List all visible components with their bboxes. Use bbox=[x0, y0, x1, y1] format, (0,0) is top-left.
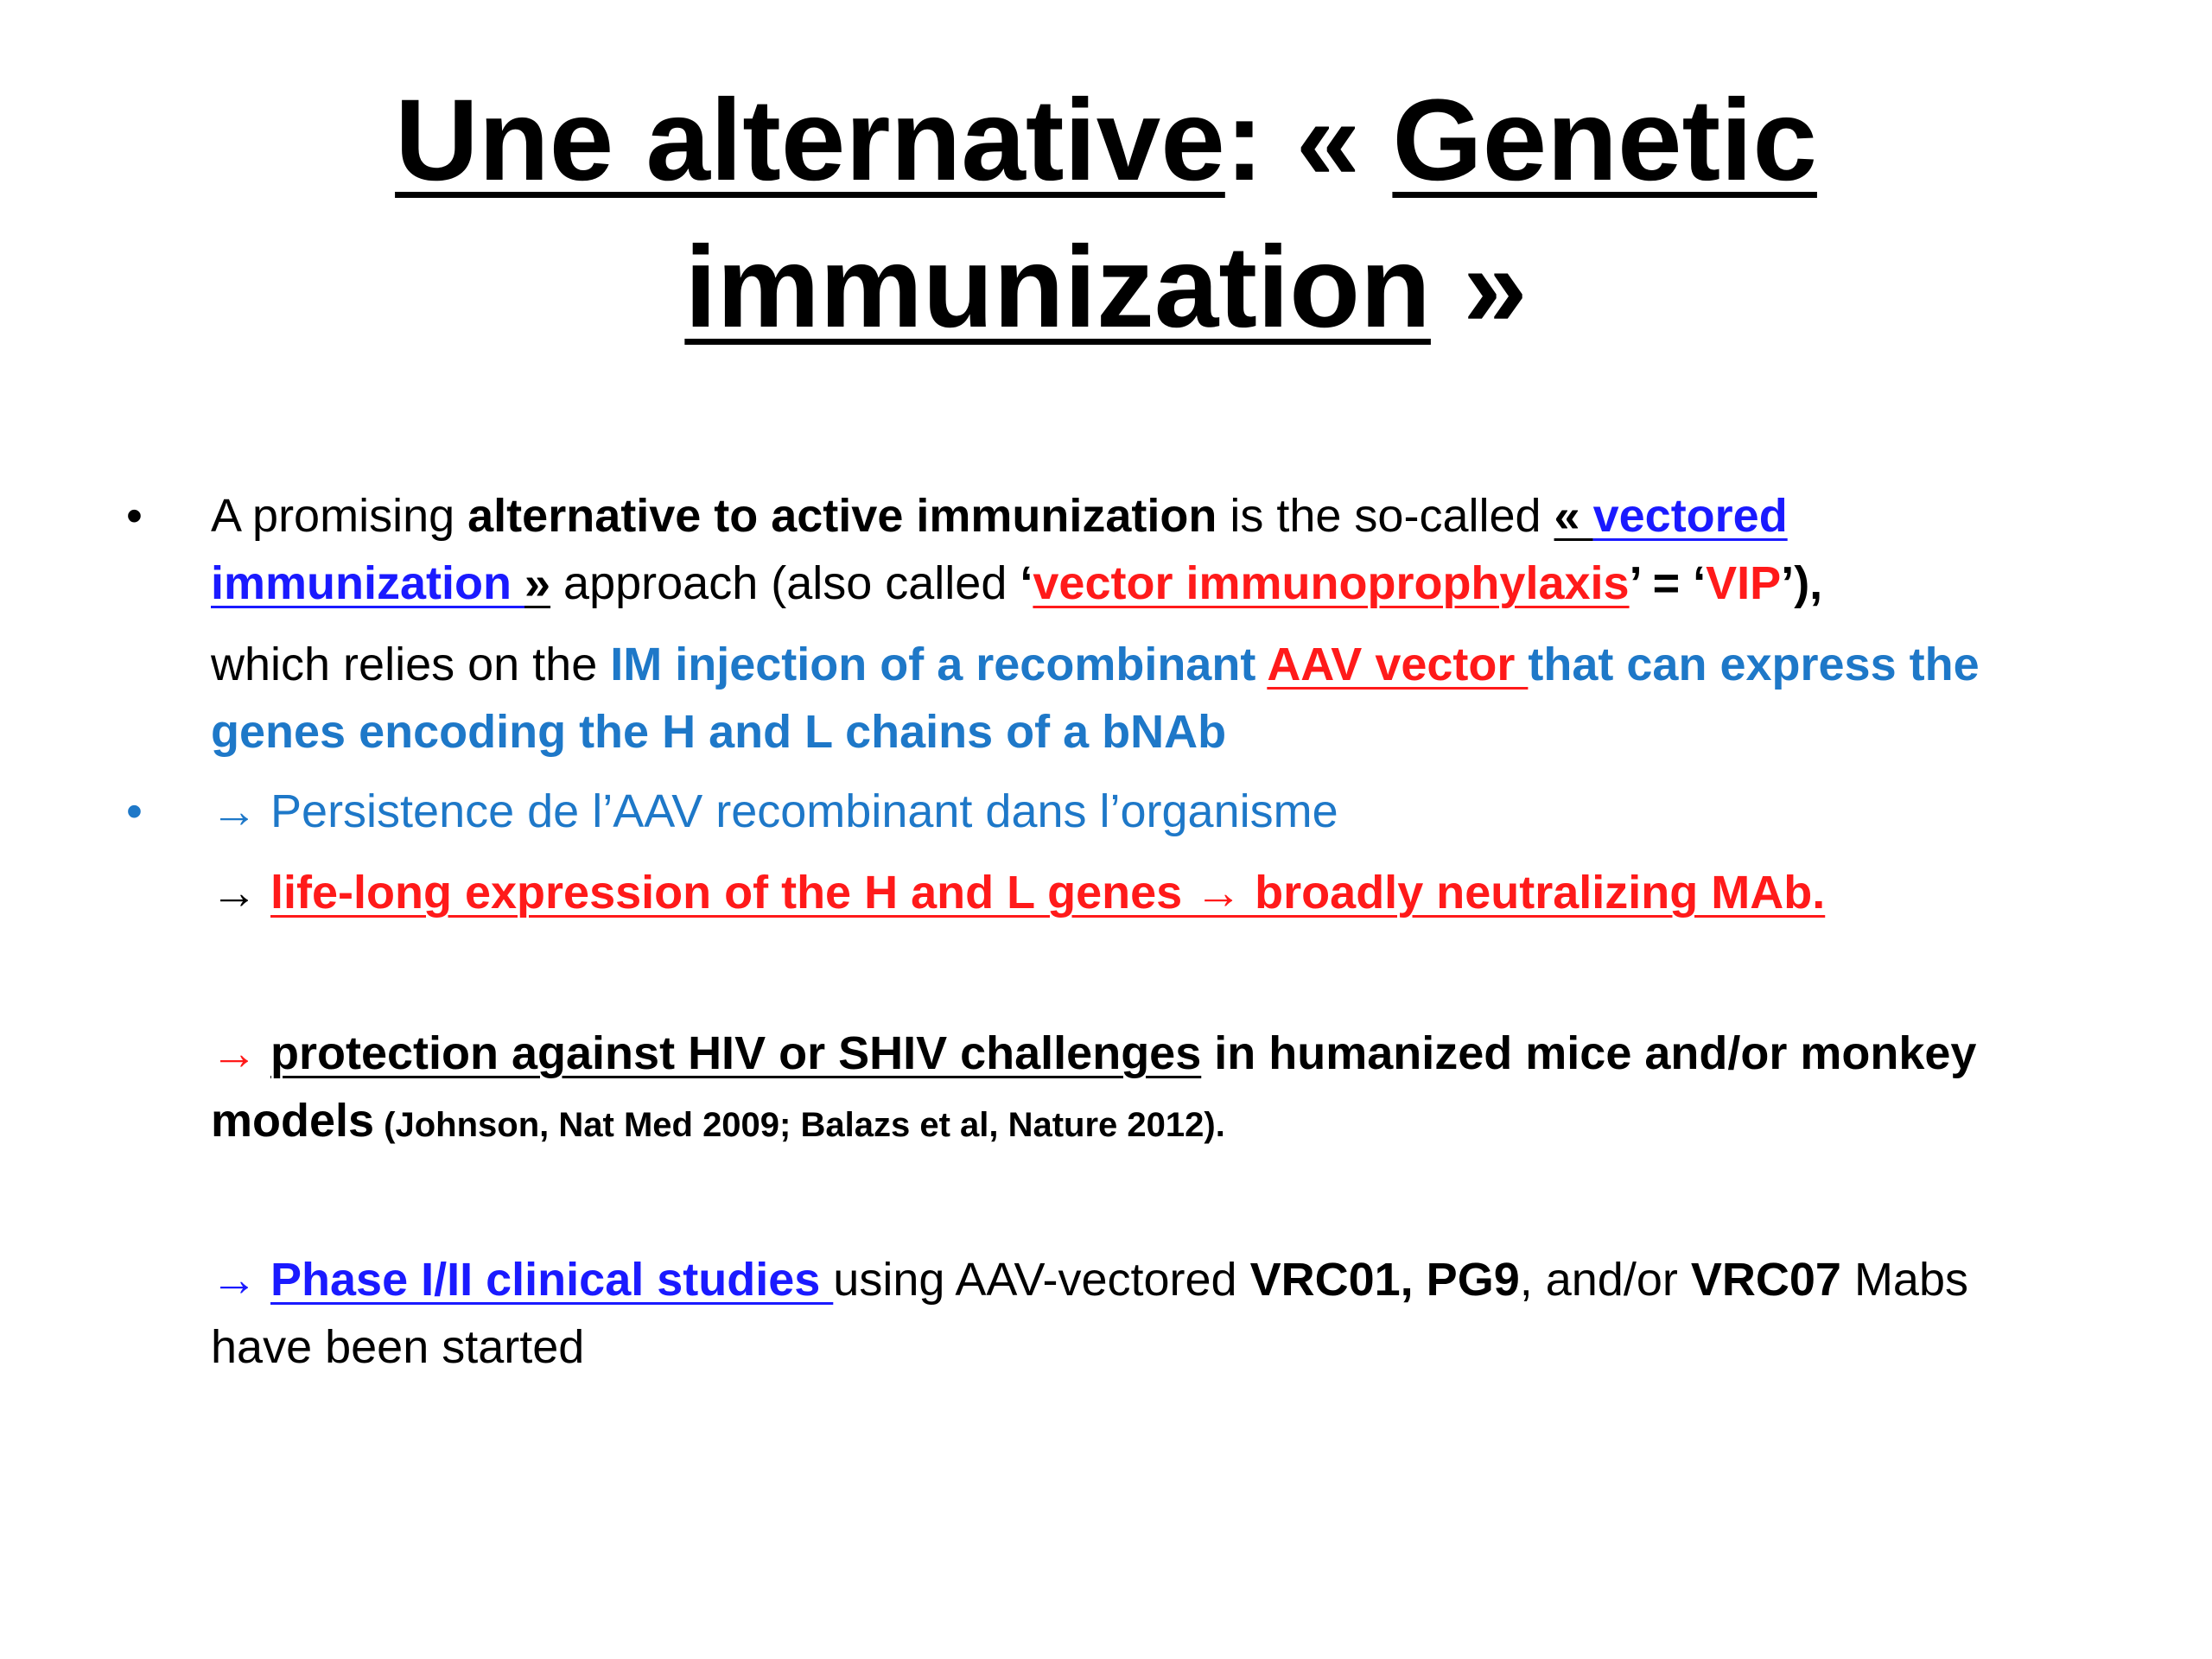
b1-t16: AAV vector bbox=[1267, 639, 1529, 690]
b2-text4f: Mabs bbox=[1840, 1254, 1968, 1306]
b2-text4b: using AAV-vectored bbox=[833, 1254, 1250, 1306]
b1-t1: A promising bbox=[211, 490, 468, 542]
arrow-3-icon: → bbox=[211, 1027, 271, 1079]
b1-t5: vectored bbox=[1592, 490, 1788, 542]
b1-t11: ’ = ‘ bbox=[1629, 557, 1707, 609]
bullet-1-text bbox=[211, 482, 2146, 617]
b1-t6: immunization bbox=[211, 557, 524, 609]
title-part-1: Une alternative bbox=[395, 76, 1225, 205]
b2-text4g: have been started bbox=[211, 1321, 585, 1373]
b1-t9: ‘ bbox=[1020, 557, 1033, 609]
arrow-4-icon: → bbox=[211, 1254, 271, 1306]
bullet-1-continuation bbox=[211, 631, 2146, 766]
b2-text1: Persistence de l’AAV recombinant dans l’organisme bbox=[270, 785, 1338, 837]
b2-text4d: , and/or bbox=[1519, 1254, 1691, 1306]
bullet-2-marker: • bbox=[126, 785, 143, 837]
b1-t8: approach (also called bbox=[550, 557, 1020, 609]
b1-t15: IM injection of a recombinant bbox=[610, 639, 1268, 690]
b1-t2: alternative to active immunization bbox=[467, 490, 1217, 542]
b2-text2: life-long expression of the H and L genes → broadly neutralizing MAb. bbox=[270, 867, 1826, 918]
title-part-3: immunization bbox=[684, 223, 1431, 352]
bullet-2-line-1 bbox=[211, 778, 2146, 845]
bullet-1-marker: • bbox=[126, 490, 143, 542]
b1-t14: which relies on the bbox=[211, 639, 611, 690]
b2-text3a: protection against HIV or SHIV challenges bbox=[270, 1027, 1202, 1079]
title-part-2: Genetic bbox=[1392, 76, 1817, 205]
b1-t10: vector immunoprophylaxis bbox=[1033, 557, 1630, 609]
title-line-2 bbox=[0, 214, 2212, 361]
title-close: » bbox=[1430, 223, 1528, 352]
arrow-1-icon: → bbox=[211, 785, 271, 837]
bullet-2-line-4 bbox=[211, 1246, 2146, 1381]
arrow-2-icon: → bbox=[211, 867, 271, 918]
b2-text4c: VRC01, PG9 bbox=[1249, 1254, 1520, 1306]
b1-t13: ’), bbox=[1781, 557, 1823, 609]
b2-text4e: VRC07 bbox=[1690, 1254, 1841, 1306]
b1-t12: VIP bbox=[1706, 557, 1782, 609]
b2-text3d: (Johnson, Nat Med 2009; Balazs et al, Nature 2012). bbox=[374, 1106, 1225, 1144]
b1-t4: « bbox=[1554, 490, 1593, 542]
title-line-1 bbox=[0, 67, 2212, 214]
b1-t18: genes encoding the H and L chains of a bNAb bbox=[211, 706, 1227, 758]
b1-t3: is the so-called bbox=[1217, 490, 1554, 542]
b2-text4a-link: Phase I/II clinical studies bbox=[270, 1254, 834, 1306]
b1-t7: » bbox=[524, 557, 551, 609]
slide-title bbox=[0, 67, 2212, 361]
b2-text3c: models bbox=[211, 1095, 375, 1147]
b1-t17: that can express the bbox=[1528, 639, 1980, 690]
bullet-2-line-3 bbox=[211, 1020, 2146, 1159]
title-colon: : « bbox=[1224, 76, 1393, 205]
bullet-2-line-2 bbox=[211, 859, 2146, 926]
b2-text3b: in humanized mice and/or monkey bbox=[1201, 1027, 1977, 1079]
